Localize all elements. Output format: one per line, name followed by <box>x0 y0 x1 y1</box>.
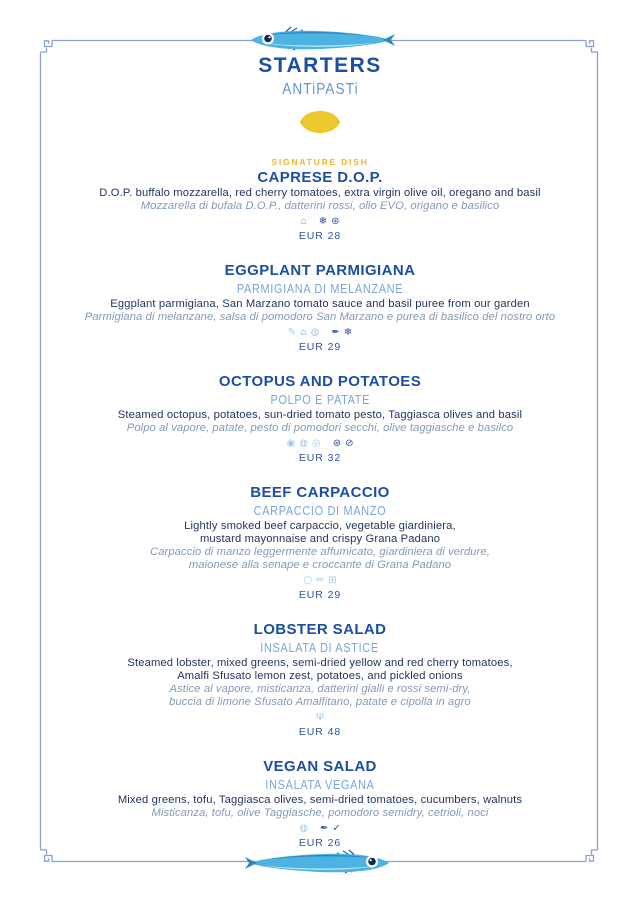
description-line: Polpo al vapore, patate, pesto di pomodori secchi, olive taggiasche e basilco <box>126 422 514 434</box>
price-label: EUR 29 <box>298 341 342 353</box>
dish-section <box>0 373 640 464</box>
dish-name: VEGAN SALAD <box>263 758 377 775</box>
icon-group-dark <box>319 216 340 227</box>
dish-name: CAPRESE D.O.P. <box>257 169 383 186</box>
dish-subtitle: INSALATA DI ASTICE <box>260 640 380 655</box>
page-subtitle: ANTiPASTi <box>281 81 359 98</box>
carton-grid-icon: ⊞ <box>328 575 337 586</box>
description-line: Steamed lobster, mixed greens, semi-dried yellow and red cherry tomatoes, <box>127 657 513 669</box>
dish-list <box>0 157 640 849</box>
description-line: Carpaccio di manzo leggermente affumicato, giardiniera di verdure, <box>150 546 490 558</box>
description-line: Amalfi Sfusato lemon zest, potatoes, and pickled onions <box>177 670 463 682</box>
dish-description-it <box>0 311 640 324</box>
circled-asterisk-icon: ⊛ <box>331 216 340 227</box>
price-label: EUR 48 <box>298 726 342 738</box>
hatched-circle-icon: ◍ <box>299 438 308 449</box>
snowflake-icon: ❄ <box>318 216 328 227</box>
dish-section <box>0 621 640 738</box>
description-line: buccia di limone Sfusato Amalfitano, patate e cipolla in agro <box>169 696 471 708</box>
dish-allergen-icons <box>0 575 640 586</box>
icon-group-light <box>299 823 308 834</box>
description-line: mustard mayonnaise and crispy Grana Padano <box>199 533 441 545</box>
skewer-icon: ✒ <box>331 327 340 338</box>
dish-subtitle: CARPACCIO DI MANZO <box>253 503 387 518</box>
description-line: Misticanza, tofu, olive Taggiasche, pomodoro semidry, cetrioli, noci <box>151 807 489 819</box>
description-line: Eggplant parmigiana, San Marzano tomato sauce and basil puree from our garden <box>110 298 530 310</box>
dish-allergen-icons <box>0 216 640 227</box>
dish-name: LOBSTER SALAD <box>253 621 387 638</box>
dish-section <box>0 157 640 242</box>
dish-subtitle: POLPO E PATATE <box>270 392 370 407</box>
icon-group-dark <box>333 438 354 449</box>
striped-circle-icon: ◎ <box>311 438 321 449</box>
dish-description-it <box>0 422 640 435</box>
description-line: Steamed octopus, potatoes, sun-dried tomato pesto, Taggiasca olives and basil <box>117 409 523 421</box>
dish-section <box>0 484 640 601</box>
milk-carton-icon: ⌂ <box>300 216 307 227</box>
icon-group-dark <box>331 327 352 338</box>
description-line: Astice al vapore, misticanza, datterini gialli e rossi semi-dry, <box>169 683 471 695</box>
skewer-icon: ✒ <box>319 823 329 834</box>
dish-description-en <box>0 409 640 422</box>
dish-name: EGGPLANT PARMIGIANA <box>224 262 416 279</box>
lemon-icon <box>0 109 640 135</box>
dish-subtitle: PARMIGIANA DI MELANZANE <box>236 281 404 296</box>
dish-name: OCTOPUS AND POTATOES <box>218 373 422 390</box>
dish-name: BEEF CARPACCIO <box>250 484 390 501</box>
description-line: maionese alla senape e croccante di Grana Padano <box>188 559 452 571</box>
crustacean-icon: Ψ <box>316 712 324 723</box>
price-label: EUR 26 <box>298 837 342 849</box>
vegan-leaf-icon: ✓ <box>332 823 341 834</box>
shell-circle-icon: ◉ <box>286 438 296 449</box>
fish-illustration-bottom <box>245 845 395 886</box>
capsule-icon: ✏ <box>315 575 325 586</box>
description-line: Parmigiana di melanzane, salsa di pomodoro San Marzano e purea di basilico del nostro orto <box>84 311 556 323</box>
icon-group-light <box>287 438 321 449</box>
dish-section <box>0 262 640 353</box>
dish-description-en <box>0 520 640 546</box>
egg-icon: ○ <box>303 575 312 586</box>
dish-description-it <box>0 807 640 820</box>
dish-description-en <box>0 298 640 311</box>
hatched-circle-icon: ◍ <box>299 823 308 834</box>
circled-asterisk-icon: ⊛ <box>332 438 342 449</box>
dish-description-en <box>0 187 640 200</box>
icon-group-light <box>316 712 324 723</box>
dish-description-en <box>0 794 640 807</box>
dish-allergen-icons <box>0 712 640 723</box>
price-label: EUR 32 <box>298 452 342 464</box>
description-line: Mozzarella di bufala D.O.P., datterini rossi, olio EVO, origano e basilico <box>140 200 500 212</box>
icon-group-dark <box>320 823 341 834</box>
icon-group-light <box>300 216 306 227</box>
dish-allergen-icons <box>0 823 640 834</box>
icon-group-light <box>303 575 337 586</box>
price-label: EUR 29 <box>298 589 342 601</box>
snowflake-icon: ❄ <box>343 327 353 338</box>
hatched-circle-icon: ◍ <box>310 327 320 338</box>
dish-description-it <box>0 546 640 572</box>
feather-icon: ✎ <box>287 327 297 338</box>
description-line: D.O.P. buffalo mozzarella, red cherry tomatoes, extra virgin olive oil, oregano and basil <box>99 187 541 199</box>
icon-group-light <box>288 327 319 338</box>
dish-description-it <box>0 200 640 213</box>
description-line: Lightly smoked beef carpaccio, vegetable giardiniera, <box>184 520 456 532</box>
crossed-circle-icon: ⊘ <box>345 438 354 449</box>
description-line: Mixed greens, tofu, Taggiasca olives, semi-dried tomatoes, cucumbers, walnuts <box>117 794 523 806</box>
dish-allergen-icons <box>0 327 640 338</box>
dish-allergen-icons <box>0 438 640 449</box>
page-title: STARTERS <box>258 54 382 77</box>
dish-description-en <box>0 657 640 683</box>
dish-subtitle: INSALATA VEGANA <box>265 777 375 792</box>
fish-illustration-top <box>245 22 395 63</box>
milk-carton-icon: ⌂ <box>300 327 307 338</box>
price-label: EUR 28 <box>298 230 342 242</box>
dish-description-it <box>0 683 640 709</box>
dish-section <box>0 758 640 849</box>
signature-badge: SIGNATURE DISH <box>271 157 369 167</box>
